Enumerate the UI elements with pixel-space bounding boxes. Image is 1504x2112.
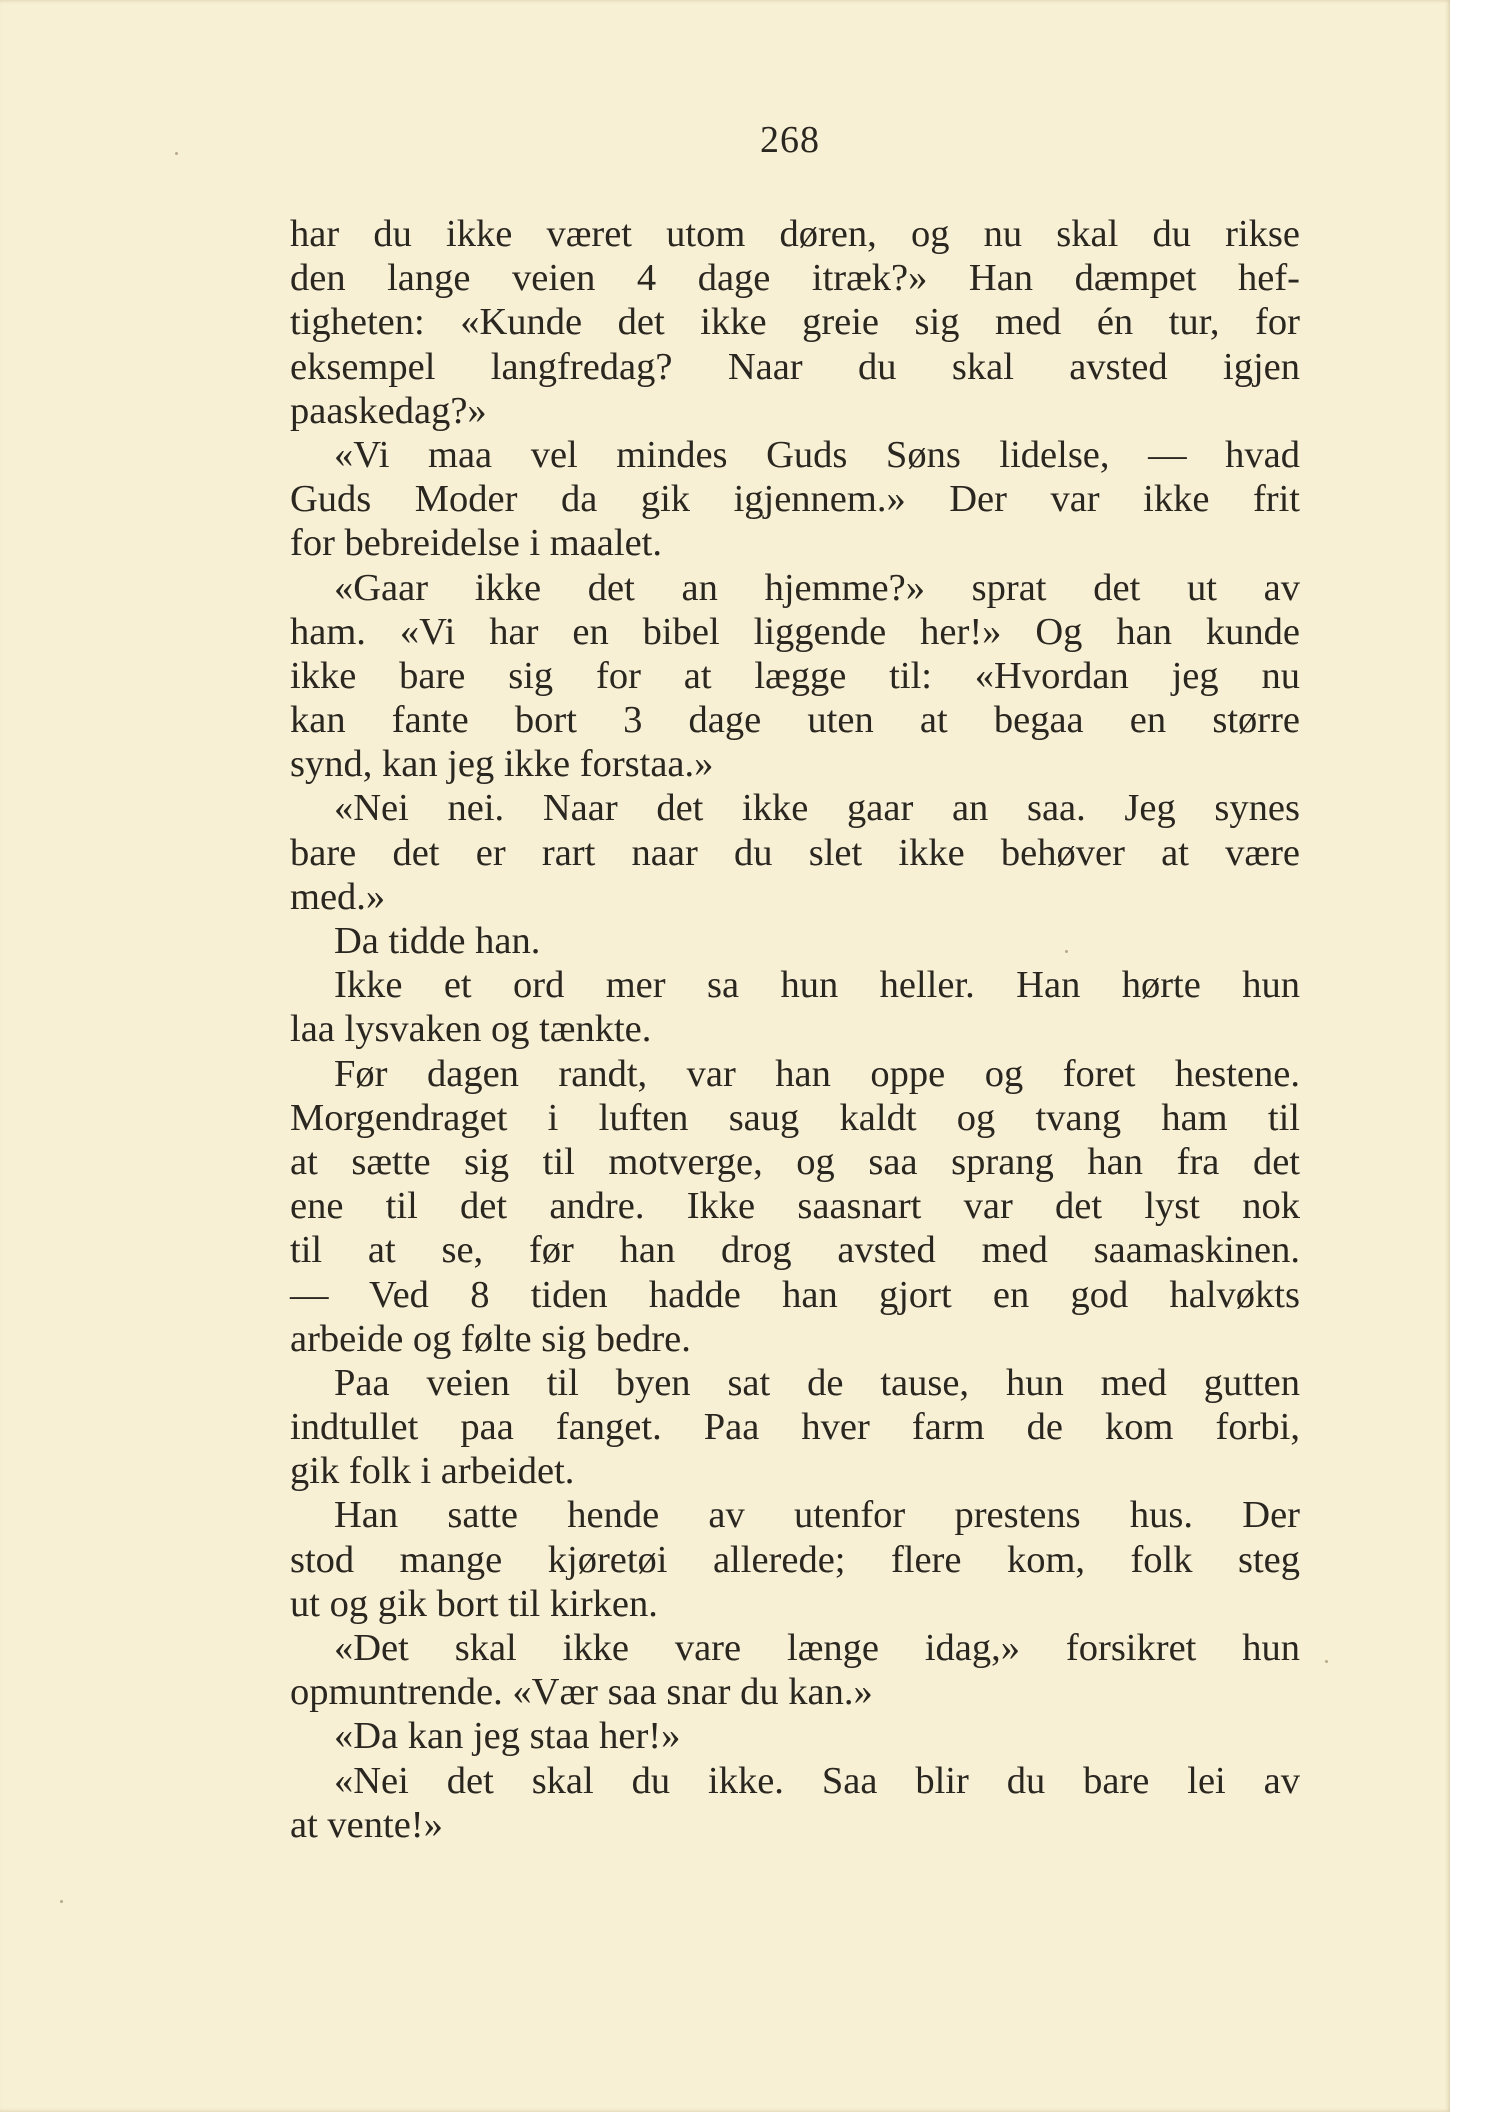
text-line: stod mange kjøretøi allerede; flere kom, folk steg — [290, 1538, 1300, 1581]
text-line: — Ved 8 tiden hadde han gjort en god halvøkts — [290, 1273, 1300, 1316]
text-line: Han satte hende av utenfor prestens hus. Der — [334, 1494, 1300, 1537]
text-line: kan fante bort 3 dage uten at begaa en større — [290, 699, 1300, 742]
text-line: til at se, før han drog avsted med saamaskinen. — [290, 1229, 1300, 1272]
page-number: 268 — [760, 119, 820, 161]
paper-speck — [175, 152, 178, 155]
text-line: arbeide og følte sig bedre. — [290, 1317, 691, 1360]
text-line: paaskedag?» — [290, 389, 487, 432]
text-line: at sætte sig til motverge, og saa sprang han fra det — [290, 1140, 1300, 1183]
text-line: ham. «Vi har en bibel liggende her!» Og han kunde — [290, 610, 1300, 653]
text-line: Morgendraget i luften saug kaldt og tvang ham til — [290, 1096, 1300, 1139]
text-line: har du ikke været utom døren, og nu skal du rikse — [290, 213, 1300, 255]
text-line: Ikke et ord mer sa hun heller. Han hørte hun — [334, 964, 1300, 1007]
text-line: gik folk i arbeidet. — [290, 1450, 575, 1493]
text-line: ene til det andre. Ikke saasnart var det lyst nok — [290, 1185, 1300, 1228]
text-line: «Gaar ikke det an hjemme?» sprat det ut av — [334, 566, 1300, 609]
text-line: med.» — [290, 875, 386, 918]
paper-speck — [1065, 950, 1068, 953]
text-line: Da tidde han. — [334, 920, 541, 962]
text-line: laa lysvaken og tænkte. — [290, 1008, 652, 1051]
text-line: «Vi maa vel mindes Guds Søns lidelse, — hvad — [334, 433, 1300, 476]
text-line: ikke bare sig for at lægge til: «Hvordan jeg nu — [290, 654, 1300, 697]
text-line: ut og gik bort til kirken. — [290, 1582, 658, 1625]
text-line: Før dagen randt, var han oppe og foret hestene. — [334, 1052, 1300, 1095]
paper-speck — [1325, 1660, 1328, 1663]
text-line: at vente!» — [290, 1803, 443, 1846]
text-line: indtullet paa fanget. Paa hver farm de kom forbi, — [290, 1406, 1300, 1449]
text-line: tigheten: «Kunde det ikke greie sig med én tur, for — [290, 301, 1300, 344]
text-line: eksempel langfredag? Naar du skal avsted igjen — [290, 345, 1300, 388]
text-line: Paa veien til byen sat de tause, hun med gutten — [334, 1361, 1300, 1404]
text-line: synd, kan jeg ikke forstaa.» — [290, 743, 714, 786]
text-line: «Nei nei. Naar det ikke gaar an saa. Jeg synes — [334, 787, 1300, 830]
text-line: den lange veien 4 dage itræk?» Han dæmpet hef- — [290, 257, 1300, 300]
paper-speck — [60, 1900, 63, 1903]
text-line: «Nei det skal du ikke. Saa blir du bare lei av — [334, 1759, 1300, 1802]
text-line: opmuntrende. «Vær saa snar du kan.» — [290, 1671, 873, 1714]
scan-margin — [1450, 0, 1504, 2112]
text-line: for bebreidelse i maalet. — [290, 522, 662, 565]
text-line: bare det er rart naar du slet ikke behøver at være — [290, 831, 1300, 874]
text-line: «Det skal ikke vare længe idag,» forsikret hun — [334, 1627, 1300, 1669]
text-line: «Da kan jeg staa her!» — [334, 1715, 681, 1758]
text-line: Guds Moder da gik igjennem.» Der var ikke frit — [290, 478, 1300, 521]
body-text — [290, 212, 1300, 1847]
